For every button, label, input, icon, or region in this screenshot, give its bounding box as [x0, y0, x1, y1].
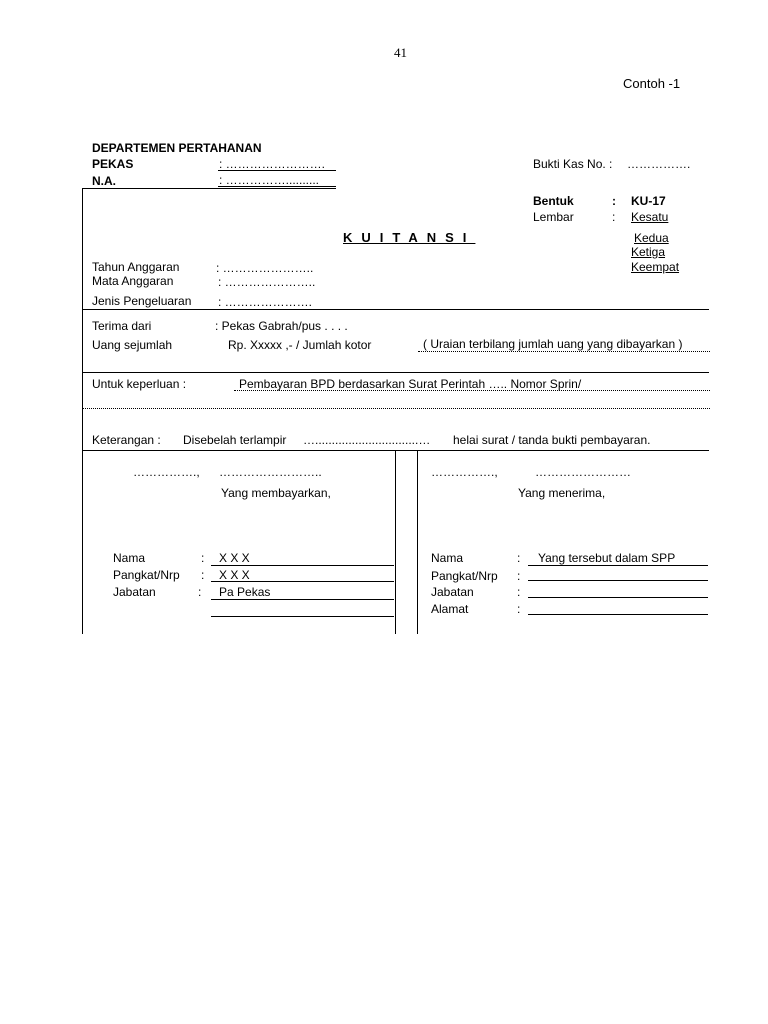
keperluan-continuation-line — [82, 408, 710, 409]
receiver-date: …………………… — [535, 465, 631, 479]
payer-date: …………………….. — [219, 465, 322, 479]
payer-pangkat-line — [211, 581, 394, 582]
payer-extra-line — [211, 616, 394, 617]
tahun-anggaran-value: : ………………….. — [216, 261, 314, 275]
receiver-colon: : — [517, 585, 521, 599]
pekas-label: PEKAS — [92, 157, 134, 171]
lembar-option: Ketiga — [631, 245, 666, 259]
uang-sejumlah-label: Uang sejumlah — [92, 338, 173, 352]
tahun-anggaran-label: Tahun Anggaran — [92, 260, 180, 274]
page-number: 41 — [394, 45, 407, 60]
column-divider-left — [395, 450, 396, 634]
bukti-kas-label: Bukti Kas No. : — [533, 157, 613, 171]
jenis-pengeluaran-label: Jenis Pengeluaran — [92, 294, 192, 308]
pekas-underline — [218, 170, 336, 171]
payer-colon: : — [201, 568, 205, 582]
receiver-jabatan-label: Jabatan — [431, 585, 474, 599]
keterangan-suffix: helai surat / tanda bukti pembayaran. — [453, 433, 651, 447]
uang-sejumlah-value: Rp. Xxxxx ,- / Jumlah kotor — [228, 338, 372, 352]
receiver-alamat-label: Alamat — [431, 602, 469, 616]
payer-jabatan-line — [211, 599, 394, 600]
mata-anggaran-label: Mata Anggaran — [92, 274, 174, 288]
document-title: KUITANSI — [343, 230, 476, 245]
receiver-colon: : — [517, 569, 521, 583]
section-divider — [82, 309, 709, 310]
payer-colon: : — [198, 585, 202, 599]
payer-nama-value: X X X — [219, 551, 250, 565]
payer-pangkat-value: X X X — [219, 568, 250, 582]
receiver-nama-line — [528, 565, 708, 566]
frame-top-line — [82, 188, 336, 189]
receiver-alamat-line — [528, 614, 708, 615]
uraian-terbilang: ( Uraian terbilang jumlah uang yang dibayarkan ) — [423, 337, 683, 351]
lembar-option: Keempat — [631, 260, 680, 274]
payer-nama-label: Nama — [113, 551, 146, 565]
bukti-kas-value: ……………. — [627, 157, 691, 171]
keterangan-dots: …...............................… — [303, 433, 431, 447]
bentuk-colon: : — [612, 194, 616, 208]
frame-left-border — [82, 188, 83, 634]
untuk-keperluan-value: Pembayaran BPD berdasarkan Surat Perintah ….. Nomor Sprin/ — [239, 377, 582, 391]
lembar-label: Lembar — [533, 210, 574, 224]
receiver-jabatan-line — [528, 597, 708, 598]
payer-jabatan-value: Pa Pekas — [219, 585, 271, 599]
receiver-role: Yang menerima, — [518, 486, 606, 500]
receiver-pangkat-label: Pangkat/Nrp — [431, 569, 498, 583]
terima-dari-label: Terima dari — [92, 319, 152, 333]
lembar-colon: : — [612, 210, 616, 224]
keperluan-underline — [234, 390, 710, 391]
payer-nama-line — [211, 565, 394, 566]
payer-place: ……………., — [133, 465, 200, 479]
receiver-colon: : — [517, 602, 521, 616]
pekas-value: : ……………………. — [219, 157, 326, 171]
na-value: : …………….......... — [219, 173, 320, 187]
lembar-option: Kesatu — [631, 210, 669, 224]
receiver-nama-label: Nama — [431, 551, 464, 565]
keterangan-value: Disebelah terlampir — [183, 433, 287, 447]
mata-anggaran-value: : ………………….. — [218, 275, 316, 289]
column-divider-right — [417, 450, 418, 634]
section-divider — [82, 372, 709, 373]
payer-pangkat-label: Pangkat/Nrp — [113, 568, 180, 582]
bentuk-value: KU-17 — [631, 194, 666, 208]
payer-jabatan-label: Jabatan — [113, 585, 156, 599]
bentuk-label: Bentuk — [533, 194, 574, 208]
receiver-pangkat-line — [528, 580, 708, 581]
receiver-place: ……………., — [431, 465, 498, 479]
jenis-pengeluaran-value: : …………………. — [218, 295, 313, 309]
receiver-nama-value: Yang tersebut dalam SPP — [538, 551, 676, 565]
payer-colon: : — [201, 551, 205, 565]
lembar-option: Kedua — [634, 231, 669, 245]
payer-role: Yang membayarkan, — [221, 486, 331, 500]
keterangan-label: Keterangan : — [92, 433, 161, 447]
untuk-keperluan-label: Untuk keperluan : — [92, 377, 187, 391]
na-underline — [218, 186, 336, 187]
na-label: N.A. — [92, 174, 116, 188]
terima-dari-value: : Pekas Gabrah/pus . . . . — [215, 319, 348, 333]
receiver-colon: : — [517, 551, 521, 565]
org-name: DEPARTEMEN PERTAHANAN — [92, 141, 262, 155]
uraian-underline — [418, 351, 710, 352]
example-label: Contoh -1 — [623, 76, 681, 91]
